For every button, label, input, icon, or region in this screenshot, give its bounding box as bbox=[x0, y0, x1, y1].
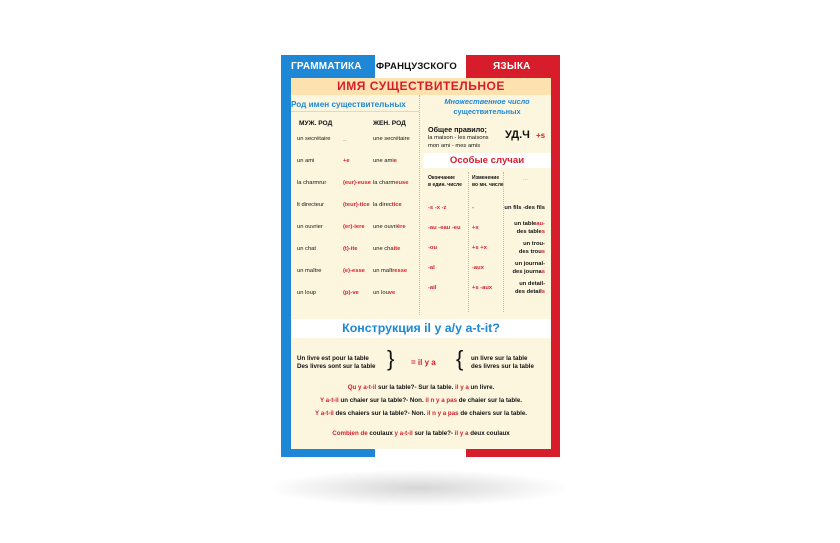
plural-example-singular: un detail- bbox=[519, 281, 545, 287]
plural-example-singular: un journal- bbox=[515, 261, 545, 267]
construction-left-line2: Des livres sont sur la table bbox=[297, 363, 376, 370]
masculine-noun: un maître bbox=[297, 268, 322, 274]
plural-change: +s +x bbox=[472, 245, 487, 251]
gender-change: (er)-iere bbox=[343, 224, 365, 230]
plural-example-plural: des journas bbox=[512, 269, 545, 275]
plural-example-singular: un tableau- bbox=[514, 221, 545, 227]
title-french: ФРАНЦУЗСКОГО bbox=[376, 61, 457, 72]
construction-right-line1: un livre sur la table bbox=[471, 355, 528, 362]
poster-content bbox=[291, 80, 551, 449]
gender-heading: Род имен существительных bbox=[291, 100, 406, 109]
feminine-noun: une chaite bbox=[373, 246, 401, 252]
examples-header: ... bbox=[523, 176, 528, 182]
construction-example: Qu y a-t-il sur la table?- Sur la table. il y a un livre. bbox=[347, 384, 495, 391]
plural-example-plural: des details bbox=[515, 289, 545, 295]
feminine-noun: la directice bbox=[373, 202, 402, 208]
singular-ending: -al bbox=[428, 265, 435, 271]
construction-right-line2: des livres sur la table bbox=[471, 363, 534, 370]
poster-shadow bbox=[268, 470, 568, 506]
noun-banner bbox=[291, 78, 551, 95]
change-header-line2: во мн. числе bbox=[472, 182, 504, 188]
feminine-noun: une ouvrière bbox=[373, 224, 406, 230]
gender-change: (eur)-euse bbox=[343, 180, 372, 186]
feminine-noun: une amie bbox=[373, 158, 397, 164]
gender-change: (e)-esse bbox=[343, 268, 365, 274]
feminine-noun: la charmeuse bbox=[373, 180, 409, 186]
plural-example: un fils -des fils bbox=[504, 205, 545, 211]
feminine-noun: un maîtresse bbox=[373, 268, 408, 274]
plural-example-singular: un trou- bbox=[523, 241, 545, 247]
masculine-header: МУЖ. РОД bbox=[299, 120, 333, 127]
construction-left-line1: Un livre est pour la table bbox=[297, 355, 369, 362]
masculine-noun: un loup bbox=[297, 290, 317, 296]
gender-change: _ bbox=[343, 136, 347, 142]
title-language: ЯЗЫКА bbox=[493, 61, 531, 72]
ending-header-line1: Окончание bbox=[428, 175, 455, 181]
feminine-noun: une secrétaire bbox=[373, 136, 410, 142]
closing-brace: } bbox=[387, 346, 395, 371]
singular-mark: УД.Ч bbox=[505, 129, 530, 141]
noun-banner-text: ИМЯ СУЩЕСТВИТЕЛЬНОЕ bbox=[337, 79, 505, 93]
feminine-header: ЖЕН. РОД bbox=[373, 120, 406, 127]
gender-change: (t)-ite bbox=[343, 246, 358, 252]
plural-suffix: +s bbox=[536, 131, 546, 140]
masculine-noun: un ami bbox=[297, 158, 315, 164]
singular-ending: -s -x -z bbox=[428, 205, 447, 211]
feminine-noun: un louve bbox=[373, 290, 396, 296]
special-cases-title: Особые случаи bbox=[449, 155, 525, 166]
plural-change: -aux bbox=[472, 265, 484, 271]
plural-change: - bbox=[472, 205, 474, 211]
masculine-noun: un ouvrier bbox=[297, 224, 323, 230]
general-rule-example2: mon ami - mes amis bbox=[428, 143, 481, 149]
masculine-noun: un secrétaire bbox=[297, 136, 331, 142]
title-grammar: ГРАММАТИКА bbox=[291, 61, 362, 72]
ending-header-line2: в един. числе bbox=[428, 182, 462, 188]
gender-change: +e bbox=[343, 158, 350, 164]
grammar-poster bbox=[281, 55, 560, 457]
singular-ending: -ail bbox=[428, 285, 437, 291]
gender-change: (teur)-tice bbox=[343, 202, 370, 208]
general-rule-example1: la maison - les maisons bbox=[428, 135, 489, 141]
general-rule-title: Общее правило; bbox=[428, 125, 487, 134]
construction-example: Y a-t-il des chaiers sur la table?- Non. il n y a pas de chaiers sur la table. bbox=[314, 410, 528, 417]
singular-ending: -ou bbox=[428, 245, 438, 251]
plural-change: +s -aux bbox=[472, 285, 493, 291]
masculine-noun: la charmrur bbox=[297, 180, 327, 186]
change-header-line1: Изменение bbox=[472, 175, 500, 181]
gender-change: (p)-ve bbox=[343, 290, 359, 296]
equals-il-y-a: = il y a bbox=[411, 358, 436, 367]
construction-example: Y a-t-il un chaier sur la table?- Non. il n y a pas de chaier sur la table. bbox=[319, 397, 523, 404]
combien-example: Combien de coulaux y a-t-il sur la table?- il y a deux coulaux bbox=[332, 430, 510, 437]
construction-heading: Конструкция il y a/y a-t-it? bbox=[342, 321, 500, 335]
masculine-noun: lt directeur bbox=[297, 202, 325, 208]
masculine-noun: un chat bbox=[297, 246, 317, 252]
singular-ending: -au -eau -eu bbox=[428, 225, 461, 231]
opening-brace: { bbox=[456, 346, 464, 371]
plural-example-plural: des trous bbox=[518, 249, 545, 255]
plural-change: +x bbox=[472, 225, 479, 231]
plural-heading-line2: существительных bbox=[453, 107, 521, 116]
plural-example-plural: des tables bbox=[516, 229, 545, 235]
plural-heading-line1: Множественное число bbox=[444, 97, 530, 106]
